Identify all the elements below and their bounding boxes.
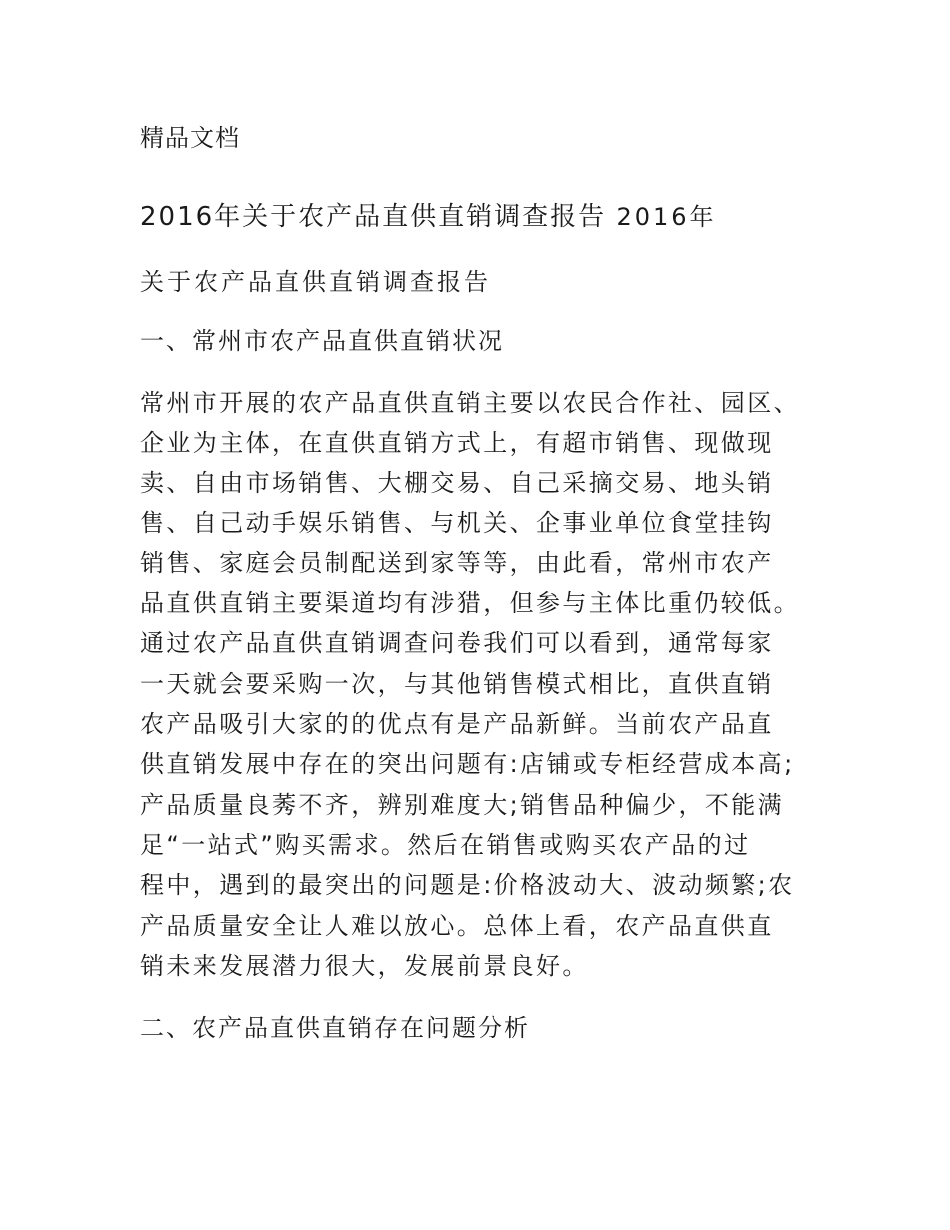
paragraph-line: 产品质量安全让人难以放心。总体上看，农产品直供直 <box>140 912 774 940</box>
document-title-text: 2016年关于农产品直供直销调查报告 <box>140 202 607 232</box>
paragraph-line: 供直销发展中存在的突出问题有:店铺或专柜经营成本高; <box>140 750 795 778</box>
document-title-line-1 <box>140 200 717 234</box>
paragraph-line: 售、自己动手娱乐销售、与机关、企事业单位食堂挂钩 <box>140 509 774 537</box>
paragraph-line: 卖、自由市场销售、大棚交易、自己采摘交易、地头销 <box>140 469 774 497</box>
document-title-tail: 2016年 <box>616 203 717 231</box>
document-title-line-2: 关于农产品直供直销调查报告 <box>140 268 491 296</box>
section-1-heading: 一、常州市农产品直供直销状况 <box>140 327 504 355</box>
paragraph-line: 品直供直销主要渠道均有涉猎，但参与主体比重仍较低。 <box>140 589 800 617</box>
header-label: 精品文档 <box>140 124 240 152</box>
paragraph-line: 农产品吸引大家的的优点有是产品新鲜。当前农产品直 <box>140 710 774 738</box>
paragraph-line: 程中，遇到的最突出的问题是:价格波动大、波动频繁;农 <box>140 871 795 899</box>
paragraph-line: 通过农产品直供直销调查问卷我们可以看到，通常每家 <box>140 629 774 657</box>
paragraph-line: 企业为主体，在直供直销方式上，有超市销售、现做现 <box>140 429 774 457</box>
paragraph-line: 销售、家庭会员制配送到家等等，由此看，常州市农产 <box>140 549 774 577</box>
section-2-heading: 二、农产品直供直销存在问题分析 <box>140 1014 530 1042</box>
paragraph-line: 销未来发展潜力很大，发展前景良好。 <box>140 952 589 980</box>
paragraph-line: 产品质量良莠不齐，辨别难度大;销售品种偏少，不能满 <box>140 791 785 819</box>
paragraph-line: 一天就会要采购一次，与其他销售模式相比，直供直销 <box>140 670 774 698</box>
paragraph-line: 常州市开展的农产品直供直销主要以农民合作社、园区、 <box>140 389 800 417</box>
paragraph-line: 足“一站式”购买需求。然后在销售或购买农产品的过 <box>140 831 751 859</box>
